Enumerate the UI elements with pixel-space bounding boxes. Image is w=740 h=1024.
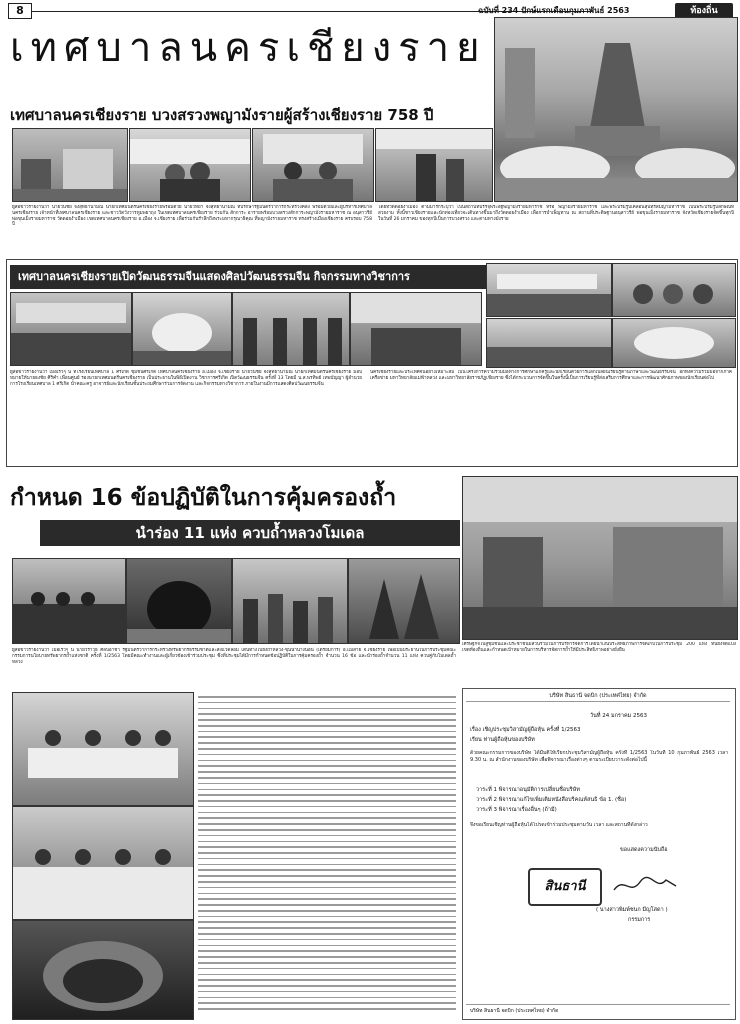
cave-group-photo	[12, 558, 126, 644]
publication-logo: ท้องถิ่น	[675, 3, 733, 19]
section3-subhead: นำร่อง 11 แห่ง ควบถ้ำหลวงโมเดล	[40, 520, 460, 546]
activity-photo-3	[232, 292, 350, 366]
notice-footer: บริษัท สินธานี จดบิก (ประเทศไทย) จำกัด	[470, 1008, 559, 1014]
ceremony-photo-1	[12, 128, 128, 202]
cave-interior-photo	[12, 920, 194, 1020]
signature-icon	[610, 872, 680, 902]
section3-headline: กำหนด 16 ข้อปฏิบัติในการคุ้มครองถ้ำ	[10, 485, 397, 511]
ceremony-photo-3	[252, 128, 374, 202]
notice-agenda-3: วาระที่ 3 พิจารณาเรื่องอื่นๆ (ถ้ามี)	[476, 807, 557, 813]
notice-to: เรียน ท่านผู้ถือหุ้นของบริษัท	[470, 737, 535, 743]
meeting-photo-2	[12, 806, 194, 920]
activity-photo-top-2	[612, 263, 736, 317]
ceremony-photo-2	[129, 128, 251, 202]
activity-photo-1	[10, 292, 132, 366]
shrine-photo	[494, 17, 738, 202]
cave-photo-large	[462, 476, 738, 640]
page-number: 8	[8, 3, 32, 19]
section2-body-right: นครเชียงรายและประเทศจีนอย่างเหมาะสม เป็นโครงการความร่วมมือทางการศึกษาแก่ครูและนักเรียนด้วยการแลกเปลี่ยนเรียนรู้ด้านภาษาและวัฒนธรรมจีน อีกทั้งความร่วมมือจากภาคีเครือข่าย มหาวิทยาลัยแม่ฟ้าหลวง และมหาวิทยาลัยราชภัฏเชียงราย ซึ่งได้กระบวนการจัดขึ้นในครั้งนี้เป็นการเรียนรู้ที่ส่งเสริมการศึกษาและการพัฒนาศักยภาพของนักเรียนต่อไป	[370, 370, 732, 381]
notice-company: บริษัท สินธานี จดบิก (ประเทศไทย) จำกัด	[549, 693, 647, 699]
cave-visitors-photo	[232, 558, 348, 644]
section3-caption-right: เศรษฐกิจไปสู่ชุมชนและประชาชนมีส่วนร่วมในการบริหารจัดการโดยนำเงินประสิทธิภาพการจัดเก็บในการประชุม 200 แห่ง ที่นี่ยังจัดแบ่งเขตท้องถิ่นและกำหนดเป้าหมายในการบริหารจัดการถ้ำให้มีประสิทธิภาพอย่างยั่งยืน	[462, 642, 736, 653]
activity-photo-2	[132, 292, 232, 366]
section2-banner: เทศบาลนครเชียงรายเปิดวัฒนธรรมจีนแสดงศิลปวัฒนธรรมจีน กิจกรรมทางวิชาการ	[10, 265, 492, 289]
section1-headline: เทศบาลนครเชียงราย บวงสรวงพญามังรายผู้สร้างเชียงราย 758 ปี	[10, 106, 434, 124]
activity-photo-5	[486, 318, 612, 368]
cave-entrance-photo	[126, 558, 232, 644]
notice-signer-title: กรรมการ	[628, 917, 651, 923]
section3-body-intro: ผู้สื่อข่าวรายงานว่า เมื่อเร็วๆ นี้ นายวราวุธ ศิลปอาชา รัฐมนตรีว่าการกระทรวงทรัพยากรธรรมชาติและสิ่งแวดล้อม เดินทางไปยังถ้ำหลวง-ขุนน้ำนางนอน (เตรียมการ) อ.แม่สาย จ.เชียงราย เพื่อเป็นประธานในการประชุมคณะกรรมการนโยบายทรัพยากรถ้ำแห่งชาติ ครั้งที่ 1/2563 โดยมีคณะทำงานและผู้เกี่ยวข้องเข้าร่วมประชุม ซึ่งที่ประชุมได้มีการกำหนดข้อปฏิบัติในการคุ้มครองถ้ำ จำนวน 16 ข้อ และนำร่องถ้ำจำนวน 11 แห่ง ควบคู่กับโมเดลถ้ำหลวง	[12, 648, 456, 665]
notice-agenda-2: วาระที่ 2 พิจารณาแก้ไขเพิ่มเติมหนังสือบริคณห์สนธิ ข้อ 1. (ชื่อ)	[476, 797, 627, 803]
activity-photo-top-1	[486, 263, 612, 317]
meeting-photo-1	[12, 692, 194, 806]
activity-photo-4	[350, 292, 482, 366]
company-stamp: สินธานี	[528, 868, 602, 906]
notice-closing: จึงขอเรียนเชิญท่านผู้ถือหุ้นได้โปรดเข้าร่วมประชุมตามวัน เวลา และสถานที่ดังกล่าว	[470, 822, 648, 828]
activity-photo-6	[612, 318, 736, 368]
notice-sign-off: ขอแสดงความนับถือ	[620, 847, 668, 853]
notice-subject: เรื่อง เชิญประชุมวิสามัญผู้ถือหุ้น ครั้งที่ 1/2563	[470, 727, 581, 733]
section2-body-left: ผู้สื่อข่าวรายงานว่า เมื่อเร็วๆ นี้ ที่โรงเรียนเทศบาล 1 ศรีเกิด ชุมชนศรีเกิด เทศบาลนครเชียงราย อ.เมือง จ.เชียงราย นายวันชัย จงสุทธานามณี นายกเทศมนตรีนครเชียงราย มอบหมายให้นายธงชัย ศิริคำ เพื่อนศูนย์ รองนายกเทศมนตรีนครเชียงราย เป็นประธานในพิธีเปิดงาน วิชาการศรีเกิด เปิดวัฒนธรรมจีน ครั้งที่ 13 โดยมี น.ส.พรทิพย์ เทพบัญญา ผู้อำนวยการโรงเรียนเทศบาล 1 ศรีเกิด นำคณะครู อาจารย์และนักเรียนชั้นประถมศึกษาร่วมการจัดงาน และกิจกรรมทางวิชาการ ภายในงานมีการแสดงศิลปวัฒนธรรมจีน	[10, 370, 362, 387]
section-masthead: เทศบาลนครเชียงราย	[10, 25, 487, 71]
notice-date: วันที่ 24 มกราคม 2563	[590, 713, 648, 719]
notice-agenda-1: วาระที่ 1 พิจารณาอนุมัติการเปลี่ยนชื่อบริษัท	[476, 787, 580, 793]
ceremony-photo-4	[375, 128, 493, 202]
notice-signer: ( นางสาวพิมพ์ชนก มีญโสดา )	[596, 907, 668, 913]
issue-line: ฉบับที่ 234 ปักษ์แรกเดือนกุมภาพันธ์ 2563	[478, 6, 630, 15]
section3-body-text-block	[198, 696, 456, 1018]
section1-body-right: โดยที่วัดดอยงำเมือง ตามมาริกระบุว่า เป็นสถานที่บรรจุพระอัฐิพญามังรายมหาราช หรือ พญามังรายมหาราช และพระบรมรูปเคลื่อนสุนทรสมญามหาราช เป็นพระบรมรูปลักษณ์ที่สวยงาม ทั้งนี้ชาวเชียงรายและนักท่องเที่ยวจะเดินทางขึ้นมาถึงวัดดอยงำเมือง เพื่อการบำเพ็ญทาน ณ สถานที่ประดิษฐานอนุสาวรีย์ พ่อขุนเม็งรายมหาราช จังหวัดเชียงรายจัดขึ้นทุกปี ในวันที่ 26 มกราคม ของทุกปีเป็นการบวงสรวง และตามทางมังราย	[378, 205, 734, 222]
cave-forest-photo	[348, 558, 460, 644]
notice-body: ด้วยคณะกรรมการของบริษัท ได้มีมติให้เรียกประชุมวิสามัญผู้ถือหุ้น ครั้งที่ 1/2563 ในวันที่ 10 กุมภาพันธ์ 2563 เวลา 9.30 น. ณ สำนักงานของบริษัท เพื่อพิจารณาเรื่องต่างๆ ตามระเบียบวาระดังต่อไปนี้	[470, 750, 728, 763]
section1-body-left: ผู้สื่อข่าวรายงานว่า นายวันชัย จงสุทธานามณี นายกเทศมนตรีนครเชียงรายพร้อมด้วย นายวิทยา จงสุทธานามณี ที่ปรึกษารัฐมนตรีว่าการกระทรวงคลัง พร้อมด้วยและผู้บริหารเทศบาลนครเชียงราย เจ้าหน้าที่เทศบาลนครเชียงราย และชาววัดวังวารหูมพยาถุง ในเขตเทศบาลนครเชียงราย ร่วมกัน สักการะ อารายพร้อมบวงสรวงสักการะพญามังรายมหาราช ณ อนุสาวรีย์พ่อขุนเม็งรายมหาราช วัดดอยงำเมือง เขตเทศบาลนครเชียงราย อ.เมือง จ.เชียงราย เพื่อร่วมกันรำลึกถึงพระมหากรุณาธิคุณ ที่พญามังรายมหาราช ทรงสร้างเมืองเชียงราย ครบรอบ 758 ปี	[12, 205, 372, 228]
